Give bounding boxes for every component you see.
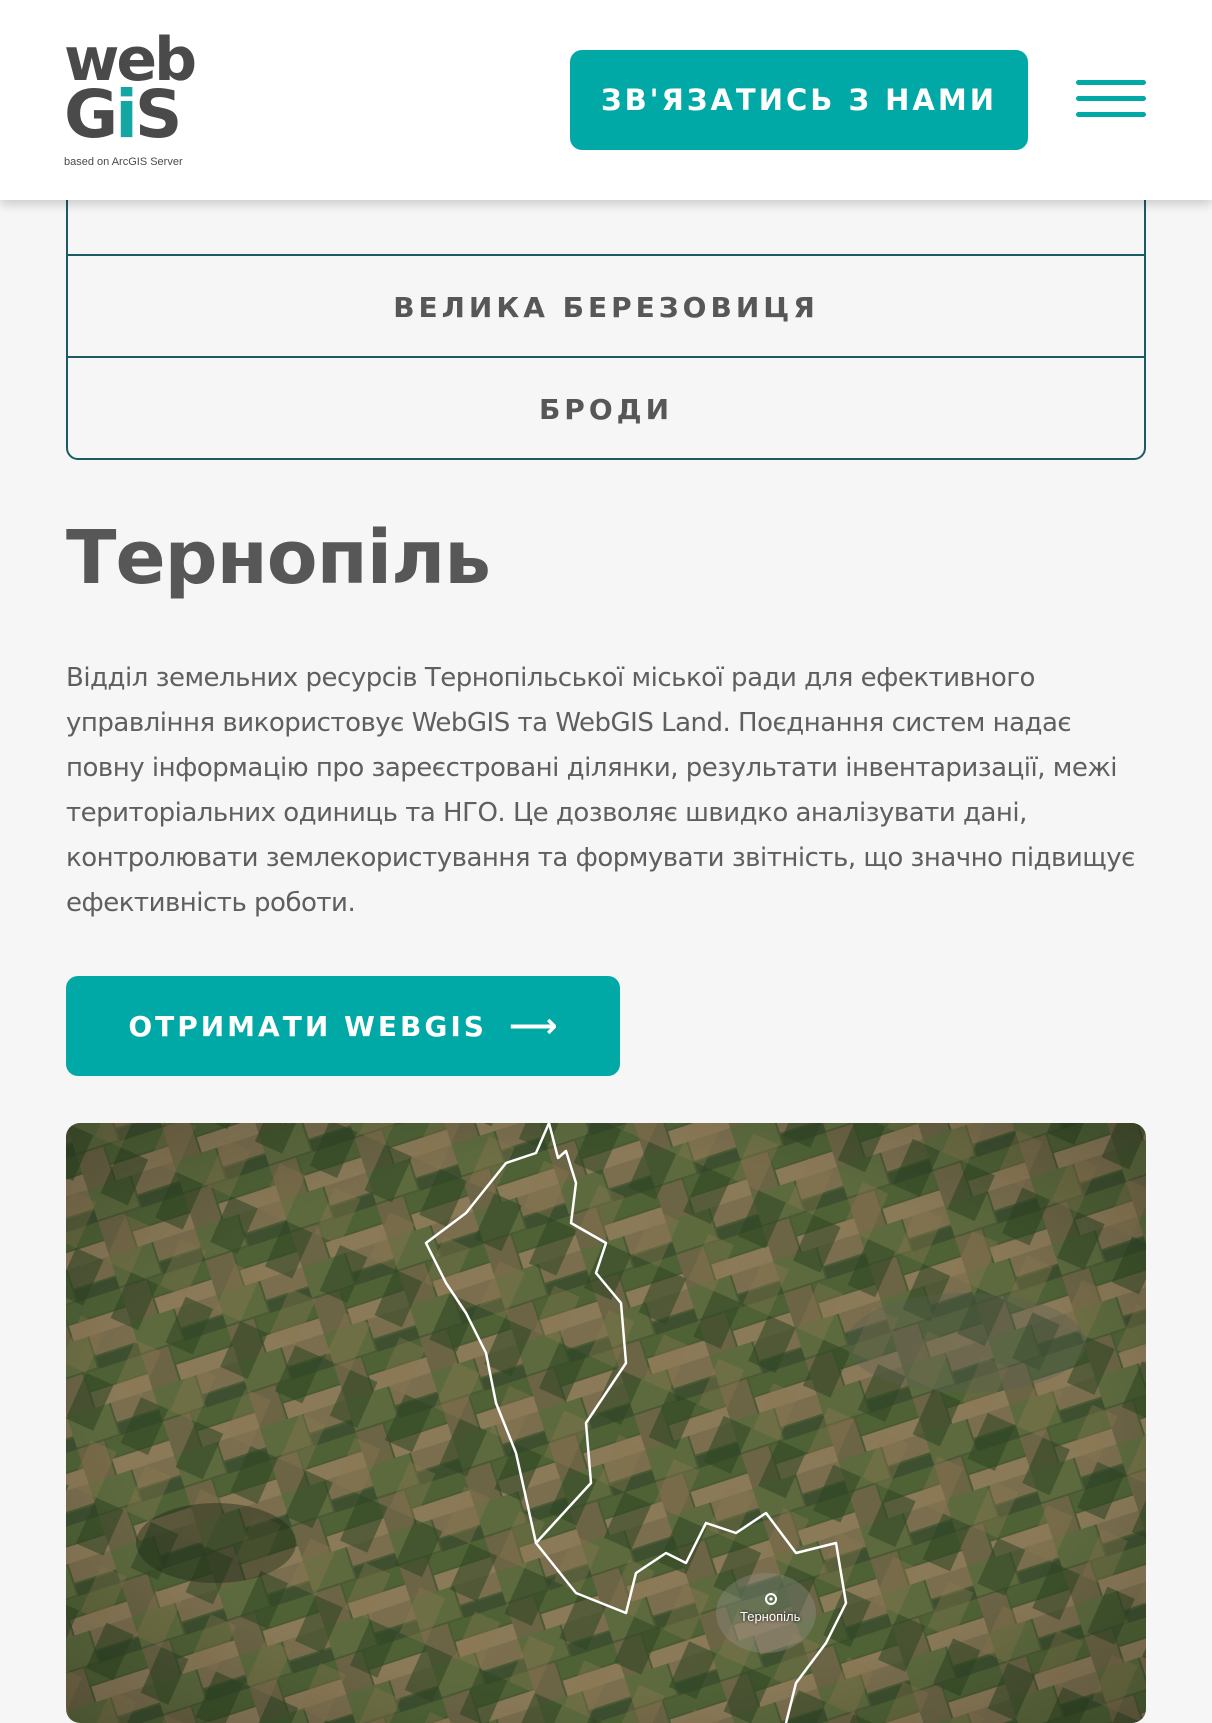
satellite-map[interactable] [66,1123,1146,1723]
satellite-imagery [66,1123,1146,1723]
logo-letter-g: G [64,76,116,153]
logo-letter-i: i [115,76,135,153]
arrow-right-icon: ⟶ [508,1006,558,1046]
site-header [0,0,1212,200]
logo-word-gis [64,76,180,153]
get-webgis-label: ОТРИМАТИ WEBGIS [128,1009,487,1043]
menu-icon[interactable] [1076,80,1146,120]
city-item-brody[interactable]: БРОДИ [68,356,1144,460]
map-city-label: Тернопіль [740,1609,801,1624]
logo-tagline: based on ArcGIS Server [64,156,183,168]
city-description: Відділ земельних ресурсів Тернопільської міської ради для ефективного управління використовує WebGIS та WebGIS Land. Поєднання систем надає повну інформацію про зареєстровані ділянки, результати інвентаризації, межі територіальних одиниць та НГО. Це дозволяє швидко аналізувати дані, контролювати землекористування та формувати звітність, що значно підвищує ефективність роботи. [66,663,1135,918]
page-title: Тернопіль [66,515,491,601]
webgis-logo[interactable] [64,25,214,175]
city-item-velyka-berezovytsia[interactable]: ВЕЛИКА БЕРЕЗОВИЦЯ [68,254,1144,358]
logo-letter-s: S [134,76,180,153]
get-webgis-button[interactable] [66,976,620,1076]
contact-us-button[interactable]: ЗВ'ЯЗАТИСЬ З НАМИ [570,50,1028,150]
logo-word-web: web [64,25,195,95]
